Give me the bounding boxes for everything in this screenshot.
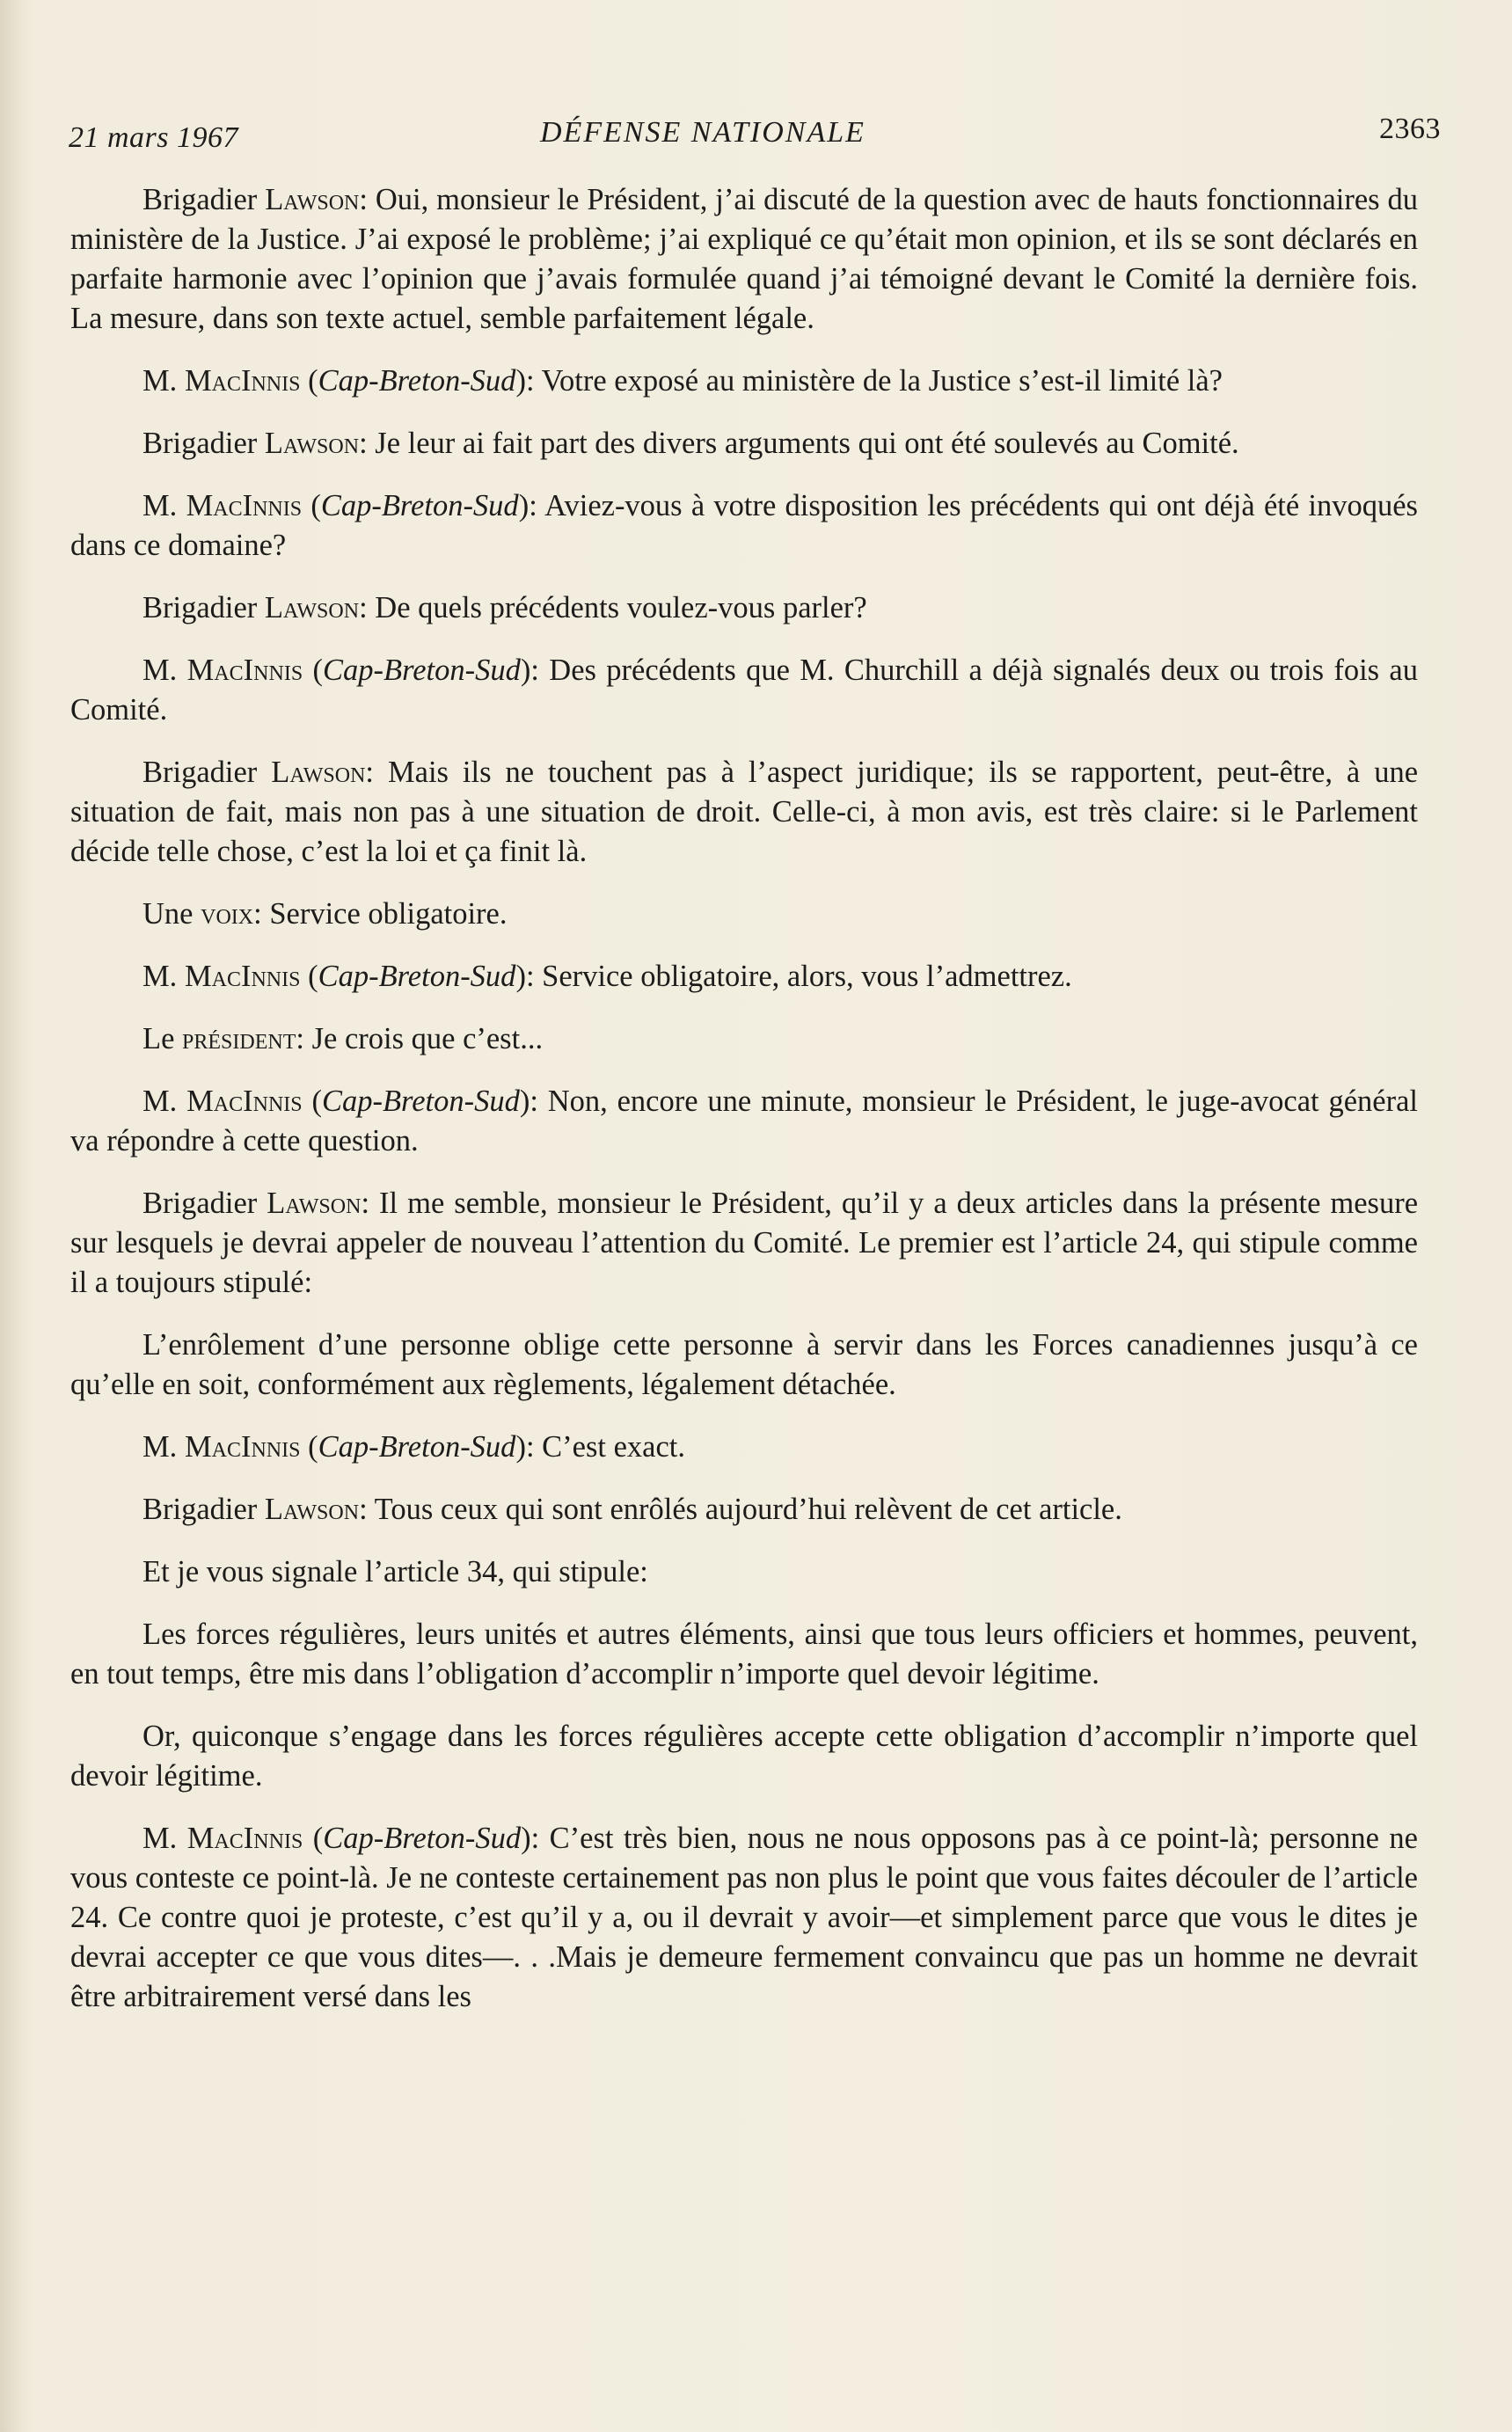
speaker-riding: Cap-Breton-Sud [318, 1430, 516, 1464]
speech-paragraph: Une voix: Service obligatoire. [142, 897, 508, 931]
speech-text: Service obligatoire. [269, 897, 508, 931]
speech-paragraph: Brigadier Lawson: Il me semble, monsieur le Président, qu’il y a deux articles dans la présente mesure sur lesquels je devrai appeler de nouveau l’attention du Comité. Le premier est l’article 24, qui stipule comme il a toujours stipulé: [70, 1187, 1419, 1299]
speech-text: C’est très bien, nous ne nous opposons pas à ce point-là; personne ne vous conteste ce point-là. Je ne conteste certainement pas non plus le point que vous faites découler de l’article 24. Ce contre quoi je proteste, c’est qu’il y a, ou il devrait y avoir—et simplement parce que vous le dites je devrai accepter ce que vous dites—. . .Mais je demeure fermement convaincu que pas un homme ne devrait être arbitrairement versé dans les [70, 1822, 1418, 2013]
speaker-name: MacInnis [184, 364, 301, 398]
speech-paragraph: M. MacInnis (Cap-Breton-Sud): Aviez-vous à votre disposition les précédents qui ont déjà été invoqués dans ce domaine? [70, 489, 1418, 562]
speech-paragraph: Brigadier Lawson: Oui, monsieur le Président, j’ai discuté de la question avec de hauts fonctionnaires du ministère de la Justice. J’ai exposé le problème; j’ai expliqué ce qu’était mon opinion, et ils se sont déclarés en parfaite harmonie avec l’opinion que j’avais formulée quand j’ai témoigné devant le Comité la dernière fois. La mesure, dans son texte actuel, semble parfaitement légale. [70, 183, 1419, 335]
speaker-title: Brigadier [142, 756, 258, 789]
speaker-riding: Cap-Breton-Sud [318, 960, 516, 993]
speaker-title: Brigadier [142, 427, 258, 460]
speaker-name: MacInnis [186, 654, 303, 687]
speaker-title: M. [142, 1085, 178, 1118]
speech-text: C’est exact. [542, 1430, 686, 1464]
speech-paragraph: M. MacInnis (Cap-Breton-Sud): Des précédents que M. Churchill a déjà signalés deux ou trois fois au Comité. [70, 654, 1418, 727]
speech-text: Des précédents que M. Churchill a déjà signalés deux ou trois fois au Comité. [70, 654, 1418, 727]
speaker-title: M. [142, 364, 178, 398]
speaker-title: Brigadier [142, 1493, 258, 1526]
transcript-block-a [70, 180, 1418, 1303]
speaker-title: M. [142, 489, 178, 522]
speaker-title: Brigadier [142, 591, 258, 624]
speech-paragraph: Le président: Je crois que c’est... [142, 1022, 544, 1055]
speaker-name: MacInnis [186, 489, 303, 522]
speaker-riding: Cap-Breton-Sud [320, 489, 519, 522]
page-number: 2363 [1379, 113, 1441, 145]
statute-quote-article-24: L’enrôlement d’une personne oblige cette personne à servir dans les Forces canadiennes jusqu’à ce qu’elle en soit, conformément aux règlements, légalement détachée. [70, 1328, 1418, 1401]
speaker-title: M. [142, 1822, 178, 1855]
speaker-title: Brigadier [142, 183, 258, 216]
speaker-title: Brigadier [142, 1187, 258, 1220]
plain-paragraph: Or, quiconque s’engage dans les forces régulières accepte cette obligation d’accomplir n’importe quel devoir légitime. [70, 1720, 1418, 1793]
speech-paragraph: M. MacInnis (Cap-Breton-Sud): C’est exact. [142, 1430, 686, 1464]
speech-paragraph: Brigadier Lawson: Je leur ai fait part des divers arguments qui ont été soulevés au Comité. [142, 427, 1239, 460]
running-header [69, 113, 1441, 157]
speaker-title: Le [142, 1022, 175, 1055]
speaker-name: Lawson [264, 1493, 360, 1526]
speech-text: Aviez-vous à votre disposition les précédents qui ont déjà été invoqués dans ce domaine? [70, 489, 1418, 562]
speech-text: Service obligatoire, alors, vous l’admettrez. [542, 960, 1072, 993]
speaker-name: voix [201, 897, 254, 931]
speaker-name: Lawson [264, 427, 360, 460]
speech-text: Il me semble, monsieur le Président, qu’il y a deux articles dans la présente mesure sur lesquels je devrai appeler de nouveau l’attention du Comité. Le premier est l’article 24, qui stipule comme il a toujours stipulé: [70, 1187, 1419, 1299]
speech-text: Oui, monsieur le Président, j’ai discuté de la question avec de hauts fonctionnaires du ministère de la Justice. J’ai exposé le problème; j’ai expliqué ce qu’était mon opinion, et ils se sont déclarés en parfaite harmonie avec l’opinion que j’avais formulée quand j’ai témoigné devant le Comité la dernière fois. La mesure, dans son texte actuel, semble parfaitement légale. [70, 183, 1419, 335]
speaker-name: MacInnis [186, 1822, 303, 1855]
speech-text: Je leur ai fait part des divers arguments qui ont été soulevés au Comité. [375, 427, 1239, 460]
speech-text: Tous ceux qui sont enrôlés aujourd’hui relèvent de cet article. [374, 1493, 1122, 1526]
speech-text: Non, encore une minute, monsieur le Président, le juge-avocat général va répondre à cette question. [70, 1085, 1418, 1158]
statute-quote-article-34: Les forces régulières, leurs unités et autres éléments, ainsi que tous leurs officiers et hommes, peuvent, en tout temps, être mis dans l’obligation d’accomplir n’importe quel devoir légitime. [70, 1618, 1418, 1691]
speech-text: De quels précédents voulez-vous parler? [375, 591, 867, 624]
speaker-title: M. [142, 1430, 178, 1464]
speech-paragraph: M. MacInnis (Cap-Breton-Sud): Service obligatoire, alors, vous l’admettrez. [142, 960, 1072, 993]
speech-text: Votre exposé au ministère de la Justice s’est-il limité là? [541, 364, 1223, 398]
speaker-name: Lawson [265, 183, 360, 216]
speech-paragraph: M. MacInnis (Cap-Breton-Sud): Votre exposé au ministère de la Justice s’est-il limité là? [142, 364, 1223, 398]
speech-paragraph: Brigadier Lawson: De quels précédents voulez-vous parler? [142, 591, 867, 624]
speaker-name: Lawson [271, 756, 366, 789]
header-title: DÉFENSE NATIONALE [540, 116, 866, 149]
speaker-title: M. [142, 654, 178, 687]
transcript-block-c [70, 1819, 1418, 2017]
speaker-name: Lawson [267, 1187, 362, 1220]
speech-text: Je crois que c’est... [311, 1022, 544, 1055]
speaker-name: président [182, 1022, 296, 1055]
speaker-name: Lawson [264, 591, 360, 624]
plain-paragraph: Et je vous signale l’article 34, qui stipule: [142, 1555, 648, 1588]
transcript-block-b [70, 1428, 1418, 1530]
speaker-riding: Cap-Breton-Sud [318, 364, 516, 398]
speaker-name: MacInnis [184, 1430, 301, 1464]
speech-text: Mais ils ne touchent pas à l’aspect juridique; ils se rapportent, peut-être, à une situation de fait, mais non pas à une situation de droit. Celle-ci, à mon avis, est très claire: si le Parlement décide telle chose, c’est la loi et ça finit là. [70, 756, 1419, 868]
speech-paragraph: Brigadier Lawson: Mais ils ne touchent pas à l’aspect juridique; ils se rapportent, peut-être, à une situation de fait, mais non pas à une situation de droit. Celle-ci, à mon avis, est très claire: si le Parlement décide telle chose, c’est la loi et ça finit là. [70, 756, 1419, 868]
transcript-body [70, 180, 1418, 2040]
speaker-riding: Cap-Breton-Sud [323, 1822, 522, 1855]
header-date: 21 mars 1967 [69, 121, 239, 154]
speech-paragraph: M. MacInnis (Cap-Breton-Sud): C’est très bien, nous ne nous opposons pas à ce point-là; personne ne vous conteste ce point-là. Je ne conteste certainement pas non plus le point que vous faites découler de l’article 24. Ce contre quoi je proteste, c’est qu’il y a, ou il devrait y avoir—et simplement parce que vous le dites je devrai accepter ce que vous dites—. . .Mais je demeure fermement convaincu que pas un homme ne devrait être arbitrairement versé dans les [70, 1822, 1418, 2013]
speech-paragraph: M. MacInnis (Cap-Breton-Sud): Non, encore une minute, monsieur le Président, le juge-avocat général va répondre à cette question. [70, 1085, 1418, 1158]
speaker-riding: Cap-Breton-Sud [321, 1085, 520, 1118]
speech-paragraph: Brigadier Lawson: Tous ceux qui sont enrôlés aujourd’hui relèvent de cet article. [142, 1493, 1122, 1526]
speaker-name: MacInnis [186, 1085, 303, 1118]
speaker-title: Une [142, 897, 194, 931]
speaker-riding: Cap-Breton-Sud [323, 654, 521, 687]
speaker-name: MacInnis [184, 960, 301, 993]
speaker-title: M. [142, 960, 178, 993]
